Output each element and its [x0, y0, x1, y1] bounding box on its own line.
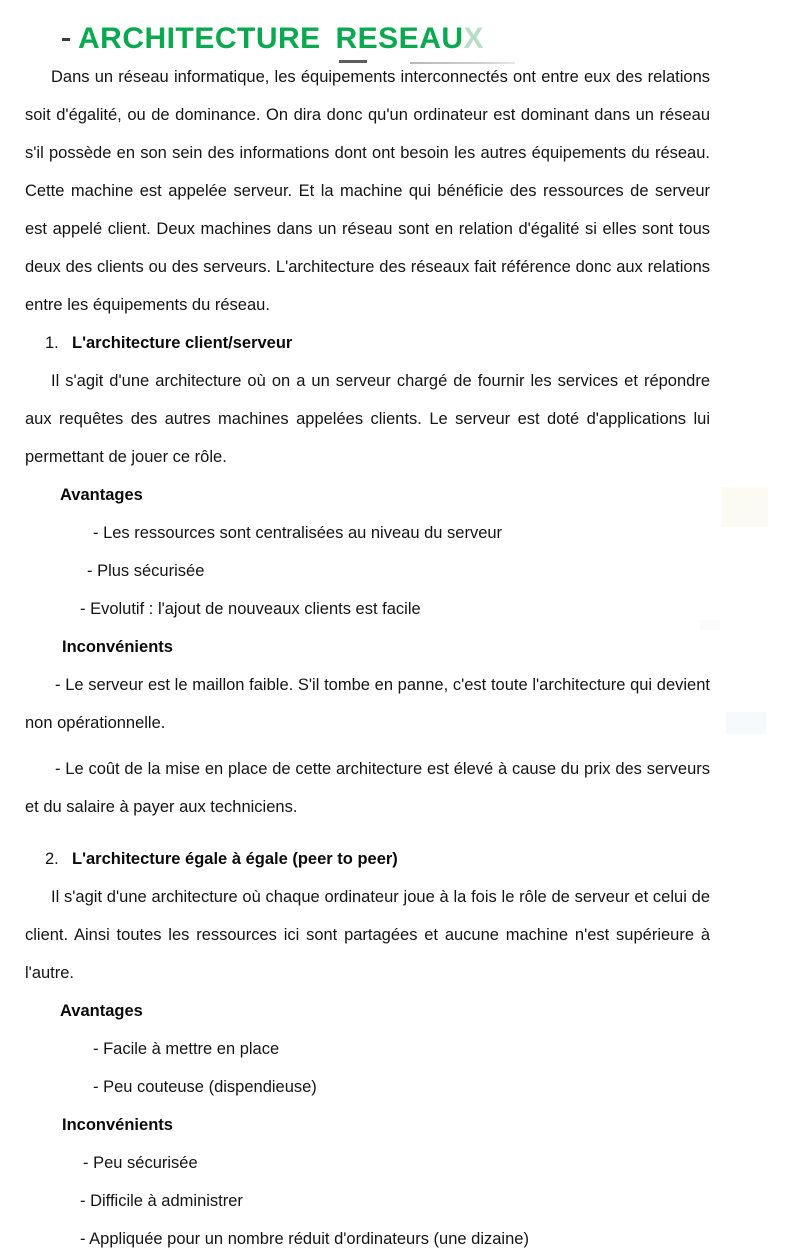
title-underline-left	[339, 60, 367, 63]
section-1-drawback-item: - Le serveur est le maillon faible. S'il tombe en panne, c'est toute l'architecture qui devient non opérationnelle.	[25, 676, 710, 732]
section-2-drawback-item: - Difficile à administrer	[80, 1192, 243, 1210]
section-2-drawbacks-heading: Inconvénients	[62, 1116, 173, 1134]
section-number-1: 1.	[45, 334, 59, 352]
page-title-text: ARCHITECTURE RESEAU	[78, 22, 464, 55]
section-2-advantage-item: - Facile à mettre en place	[93, 1040, 280, 1058]
section-title-1: L'architecture client/serveur	[72, 334, 293, 352]
title-dash-mark	[62, 38, 70, 41]
section-heading-2	[25, 840, 710, 878]
section-1-advantage-item: - Les ressources sont centralisées au niveau du serveur	[93, 524, 503, 542]
section-1-drawback-item: - Le coût de la mise en place de cette architecture est élevé à cause du prix des serveurs et du salaire à payer aux techniciens.	[25, 760, 710, 816]
section-2-drawback-item: - Peu sécurisée	[83, 1154, 198, 1172]
intro-paragraph: Dans un réseau informatique, les équipements interconnectés ont entre eux des relations soit d'égalité, ou de dominance. On dira donc qu'un ordinateur est dominant dans un réseau s'il possède en son sein des informations dont ont besoin les autres équipements du réseau. Cette machine est appelée serveur. Et la machine qui bénéficie des ressources de serveur est appelé client. Deux machines dans un réseau sont en relation d'égalité si elles sont tous deux des clients ou des serveurs. L'architecture des réseaux fait référence donc aux relations entre les équipements du réseau.	[25, 68, 710, 314]
section-1-advantages-heading: Avantages	[60, 486, 143, 504]
section-1-drawbacks-heading: Inconvénients	[62, 638, 173, 656]
spacer	[25, 826, 710, 840]
section-number-2: 2.	[45, 850, 59, 868]
section-2-advantages-heading: Avantages	[60, 1002, 143, 1020]
section-2-paragraph: Il s'agit d'une architecture où chaque ordinateur joue à la fois le rôle de serveur et celui de client. Ainsi toutes les ressources ici sont partagées et aucune machine n'est supérieure à l'autre.	[25, 888, 710, 982]
page-title	[78, 22, 484, 55]
title-underline-right	[410, 62, 515, 64]
title-block	[0, 0, 800, 58]
section-2-drawback-item: - Appliquée pour un nombre réduit d'ordinateurs (une dizaine)	[80, 1230, 529, 1248]
section-1-paragraph: Il s'agit d'une architecture où on a un serveur chargé de fournir les services et répondre aux requêtes des autres machines appelées clients. Le serveur est doté d'applications lui permettant de jouer ce rôle.	[25, 372, 710, 466]
section-1-advantage-item: - Evolutif : l'ajout de nouveaux clients est facile	[80, 600, 421, 618]
spacer	[25, 742, 710, 750]
document-body	[0, 58, 800, 1258]
section-1-advantage-item: - Plus sécurisée	[87, 562, 205, 580]
section-2-advantage-item: - Peu couteuse (dispendieuse)	[93, 1078, 317, 1096]
section-title-2: L'architecture égale à égale (peer to peer)	[72, 850, 398, 868]
section-heading-1	[25, 324, 710, 362]
page-title-faded-tail: X	[463, 22, 485, 55]
title-row	[0, 22, 800, 56]
